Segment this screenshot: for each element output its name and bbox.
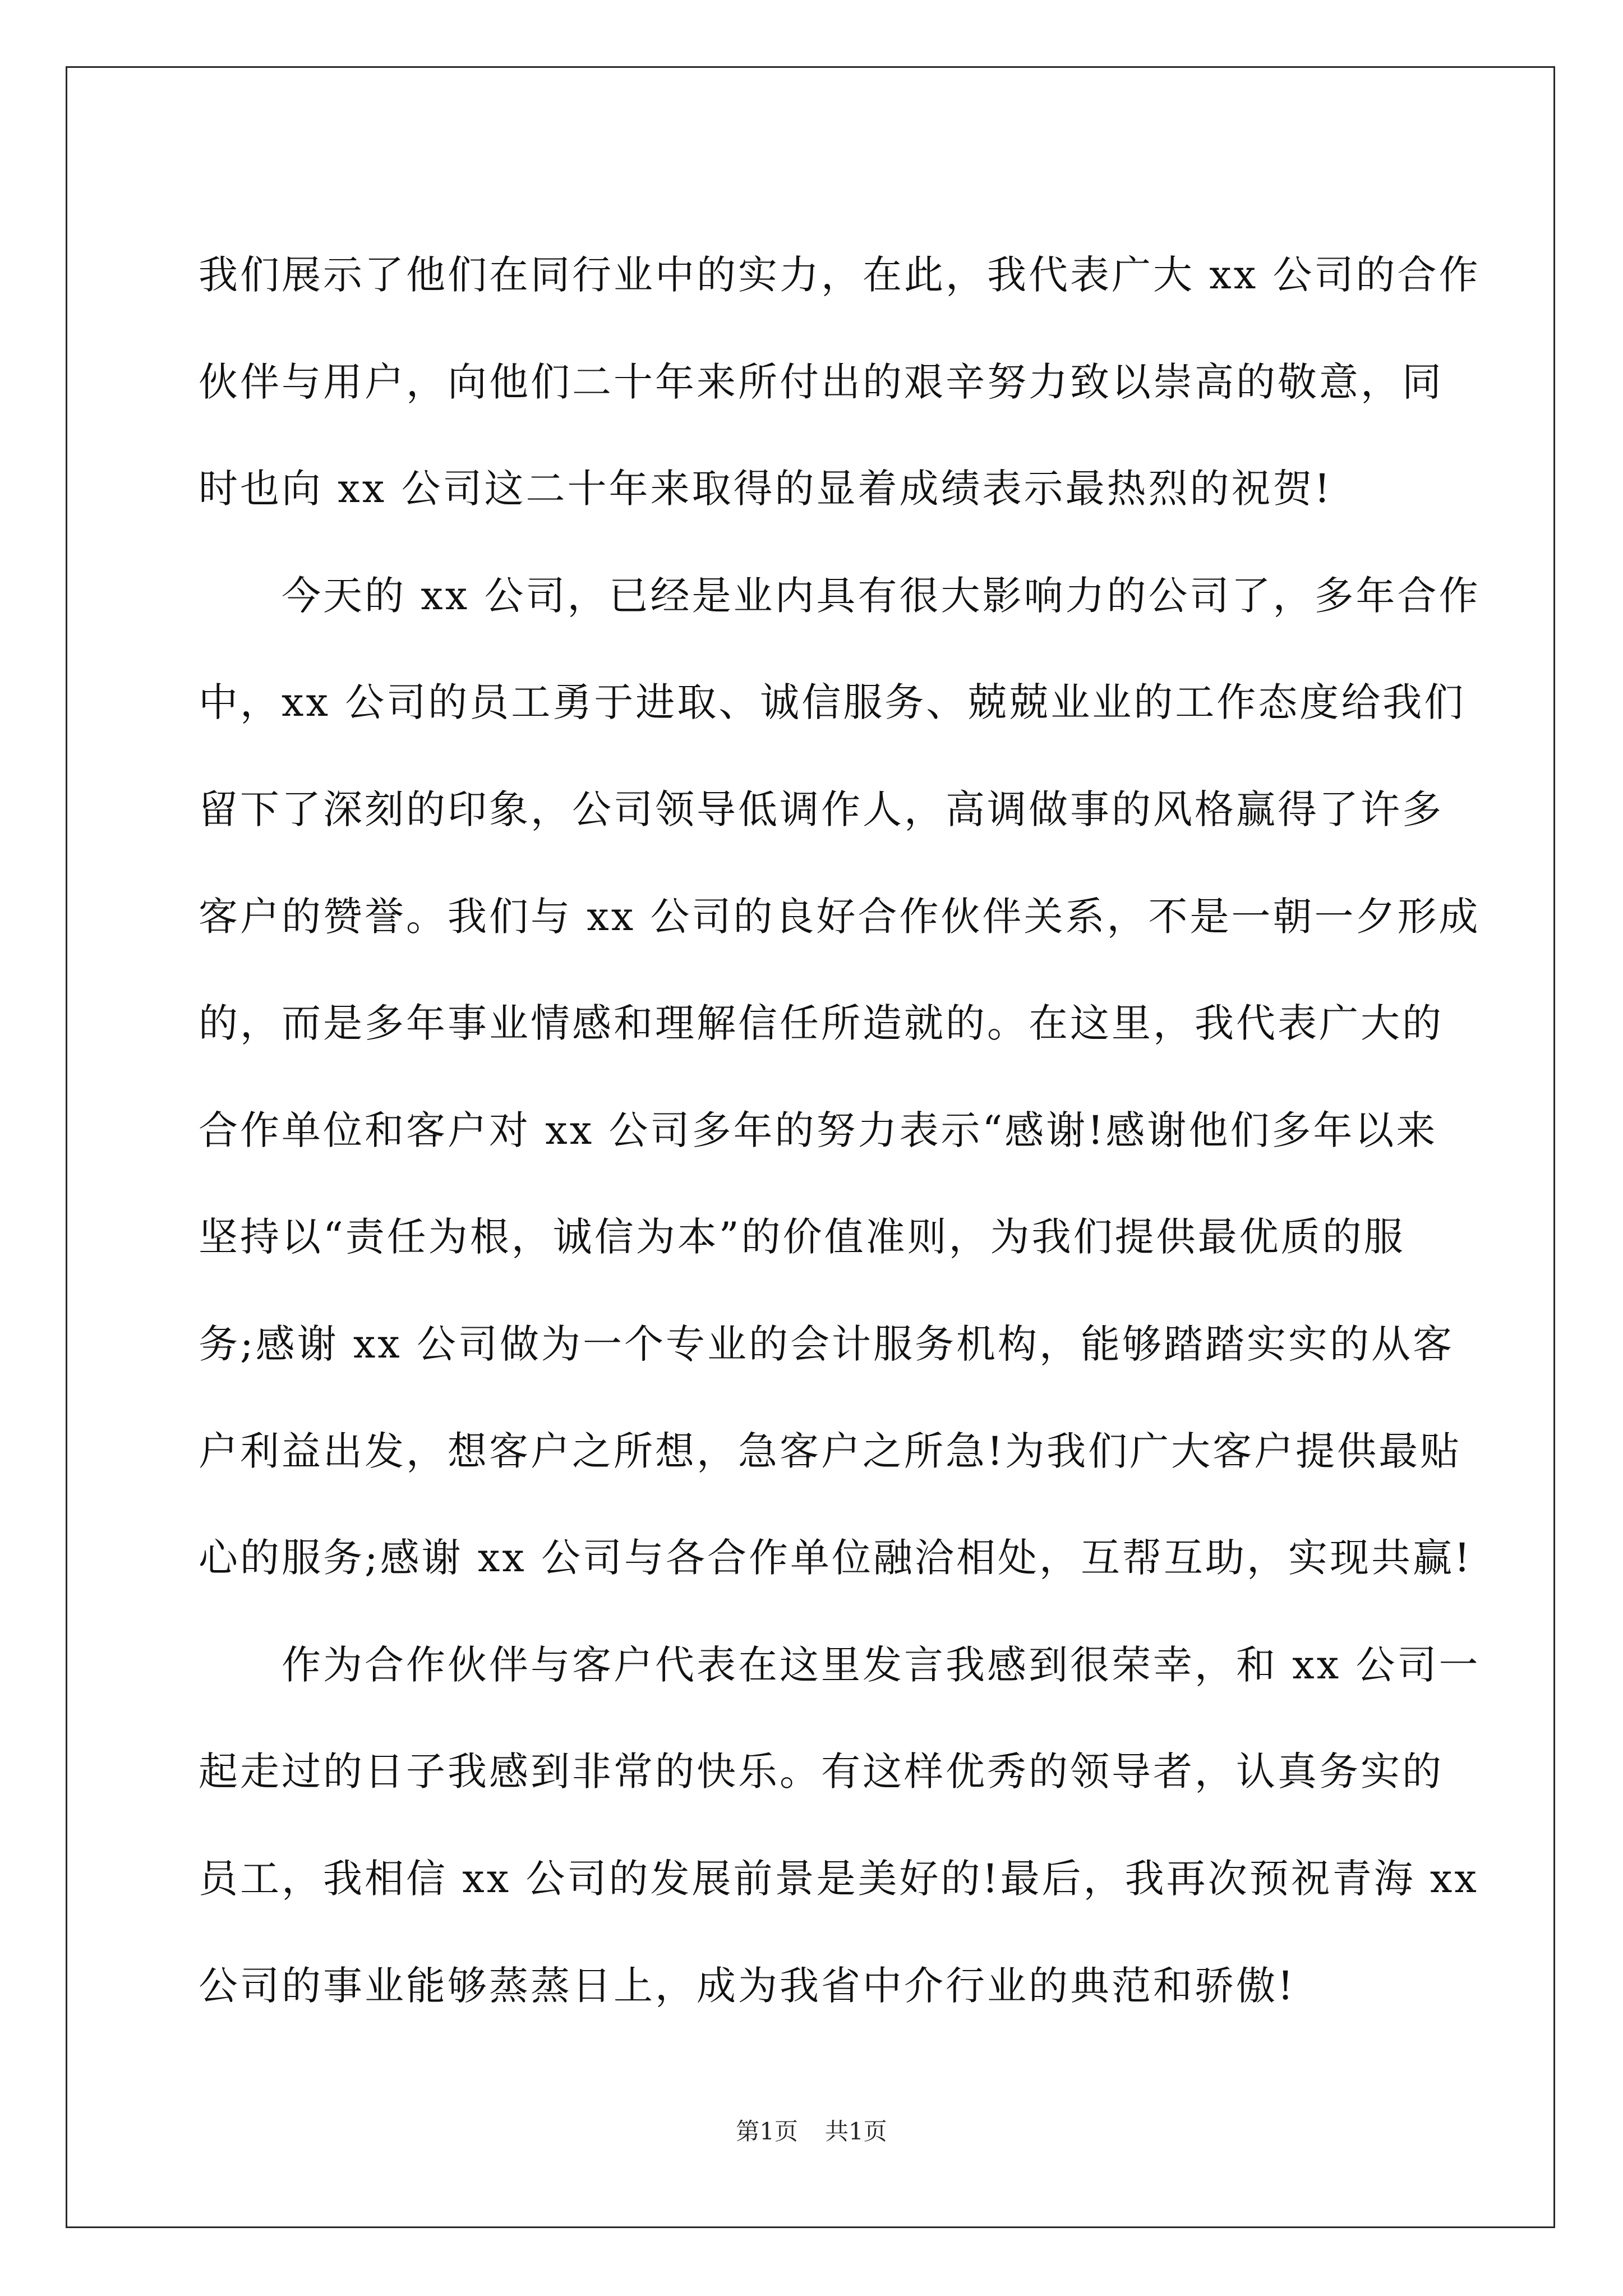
paragraph-start-line: 作为合作伙伴与客户代表在这里发言我感到很荣幸，和 xx 公司一 — [282, 1641, 1481, 1688]
text-line: 的，而是多年事业情感和理解信任所造就的。在这里，我代表广大的 — [199, 1000, 1444, 1047]
text-line: 起走过的日子我感到非常的快乐。有这样优秀的领导者，认真务实的 — [199, 1749, 1444, 1795]
document-body — [199, 222, 1481, 2039]
text-line: 户利益出发，想客户之所想，急客户之所急!为我们广大客户提供最贴 — [199, 1428, 1462, 1474]
page-total: 共1页 — [825, 2118, 887, 2145]
text-line: 公司的事业能够蒸蒸日上，成为我省中介行业的典范和骄傲! — [199, 1962, 1296, 2009]
text-line: 留下了深刻的印象，公司领导低调作人，高调做事的风格赢得了许多 — [199, 786, 1444, 832]
text-line: 务;感谢 xx 公司做为一个专业的会计服务机构，能够踏踏实实的从客 — [199, 1320, 1455, 1367]
page-footer — [0, 2118, 1623, 2146]
text-line: 心的服务;感谢 xx 公司与各合作单位融洽相处，互帮互助，实现共赢! — [199, 1535, 1473, 1581]
text-line: 我们展示了他们在同行业中的实力，在此，我代表广大 xx 公司的合作 — [199, 252, 1481, 298]
text-line: 坚持以“责任为根，诚信为本”的价值准则，为我们提供最优质的服 — [199, 1214, 1405, 1260]
paragraph-start-line: 今天的 xx 公司，已经是业内具有很大影响力的公司了，多年合作 — [282, 572, 1481, 619]
text-line: 时也向 xx 公司这二十年来取得的显着成绩表示最热烈的祝贺! — [199, 466, 1332, 512]
page-number: 第1页 — [736, 2118, 798, 2145]
text-line: 客户的赞誉。我们与 xx 公司的良好合作伙伴关系，不是一朝一夕形成 — [199, 893, 1481, 940]
text-line: 中，xx 公司的员工勇于进取、诚信服务、兢兢业业的工作态度给我们 — [199, 679, 1466, 726]
text-line: 合作单位和客户对 xx 公司多年的努力表示“感谢!感谢他们多年以来 — [199, 1107, 1438, 1153]
text-line: 员工，我相信 xx 公司的发展前景是美好的!最后，我再次预祝青海 xx — [199, 1855, 1479, 1902]
text-line: 伙伴与用户，向他们二十年来所付出的艰辛努力致以崇高的敬意，同 — [199, 358, 1444, 405]
